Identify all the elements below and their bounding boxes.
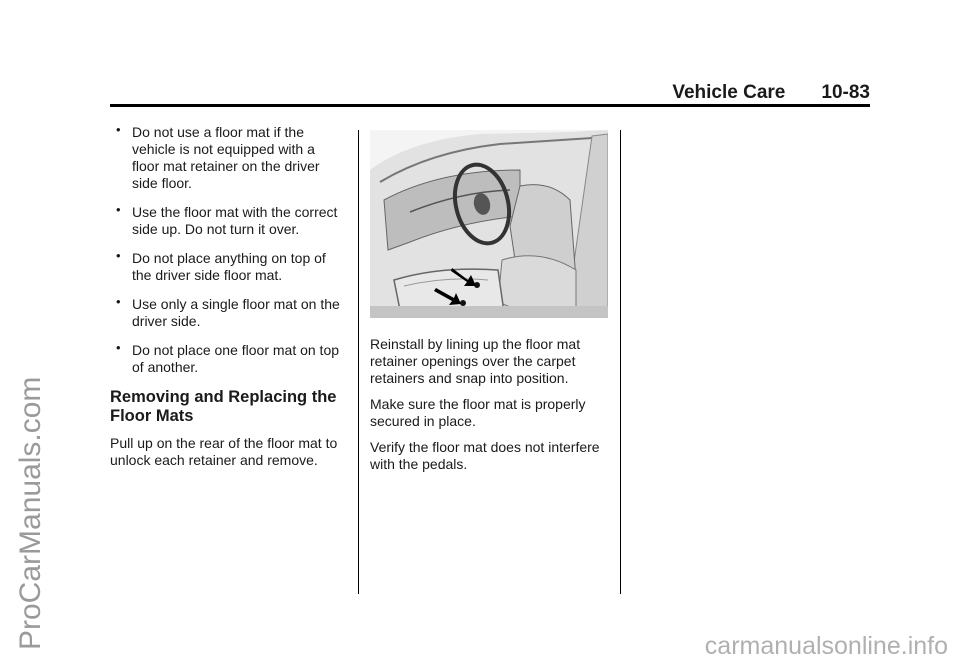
section-title: Vehicle Care <box>672 82 786 103</box>
right-column <box>370 124 610 482</box>
bullet-item: • Use the floor mat with the correct side up. Do not turn it over. <box>110 204 346 238</box>
section-heading: Removing and Replacing the Floor Mats <box>110 388 337 425</box>
page-header <box>672 82 870 104</box>
body-paragraph: Reinstall by lining up the floor mat retainer openings over the carpet retainers and snap into position. <box>370 336 581 386</box>
column-divider <box>620 130 621 594</box>
page-number: 10-83 <box>821 82 870 103</box>
side-watermark-text: ProCarManuals.com <box>14 376 47 650</box>
bullet-item: • Do not use a floor mat if the vehicle is not equipped with a floor mat retainer on the driver side floor. <box>110 124 346 192</box>
body-paragraph: Pull up on the rear of the floor mat to unlock each retainer and remove. <box>110 435 338 468</box>
bullet-item: • Do not place one floor mat on top of another. <box>110 342 346 376</box>
side-watermark <box>2 0 54 672</box>
bullet-item: • Do not place anything on top of the driver side floor mat. <box>110 250 346 284</box>
body-paragraph: Verify the floor mat does not interfere with the pedals. <box>370 439 600 472</box>
column-divider <box>358 130 359 594</box>
left-column <box>110 124 346 478</box>
header-rule <box>110 104 870 107</box>
footer-watermark: carmanualsonline.info <box>704 632 948 660</box>
body-paragraph: Make sure the floor mat is properly secured in place. <box>370 396 586 429</box>
bullet-item: • Use only a single floor mat on the driver side. <box>110 296 346 330</box>
bullet-list <box>110 124 346 376</box>
floor-mat-illustration <box>370 130 608 318</box>
